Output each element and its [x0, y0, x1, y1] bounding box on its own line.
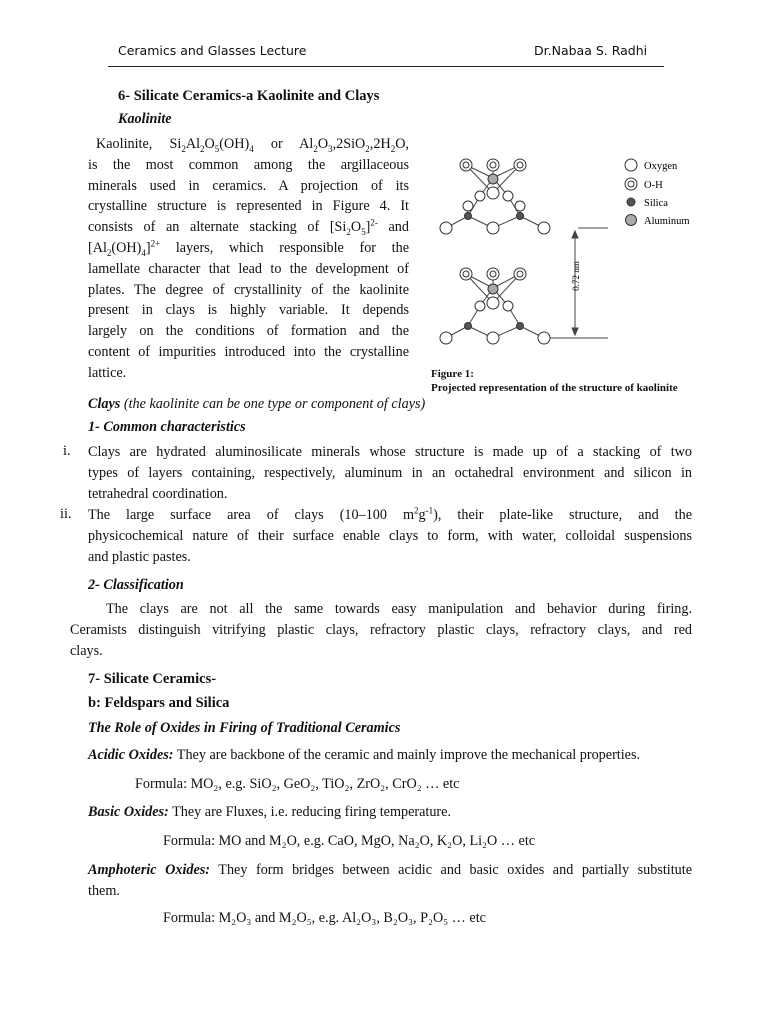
amphoteric-oxides: Amphoteric Oxides: They form bridges between acidic and basic oxides and partially substitute them. — [88, 862, 692, 899]
kaolinite-paragraph: Kaolinite, $Si_2Al_2O_5(OH)_4$ or $Al_2O_3,2SiO_2,2H_2O$, is the most common among the argillaceous minerals used in ceramics. A projection of its crystalline structure is represented in Figure 4. It consists of an alternate stacking of $[Si_2O_5]^{2-}$ and $[Al_2(OH)_4]^{2+}$ layers, which responsible for the lamellate character that lead to the development of plates. The degree of crystallinity of the kaolinite present in clays is highly variable. It depends largely on the conditions of formation and the content of impurities introduced into the crystalline lattice. — [88, 136, 409, 381]
header-rule — [108, 66, 664, 67]
list-item-1-number: i. — [63, 443, 71, 459]
classification-title: 2- Classification — [88, 577, 184, 593]
list-item-1: Clays are hydrated aluminosilicate minerals whose structure is made up of a stacking of two types of layers containing, respectively, aluminum in an octahedral environment and silicon in tetrahedral coordination. — [88, 444, 692, 502]
basic-oxides: Basic Oxides: They are Fluxes, i.e. reducing firing temperature. — [88, 804, 452, 820]
legend-silica-icon — [627, 198, 635, 206]
legend-aluminum: Aluminum — [644, 216, 690, 227]
kaolinite-subtitle: Kaolinite — [118, 111, 172, 127]
acidic-formula: Formula: MO₂, e.g. SiO₂, GeO₂, TiO₂, ZrO₂, CrO₂ … etc — [135, 776, 460, 792]
amphoteric-formula: Formula: M₂O₃ and M₂O₅, e.g. Al₂O₃, B₂O₃, P₂O₅ … etc — [163, 910, 486, 926]
legend-oxygen: Oxygen — [644, 161, 678, 172]
figure-caption-label: Figure 1: — [431, 368, 474, 380]
dimension-label: 0.72 nm — [571, 261, 581, 291]
basic-formula: Formula: MO and M₂O, e.g. CaO, MgO, Na₂O, K₂O, Li₂O … etc — [163, 833, 536, 849]
header-author: Dr.Nabaa S. Radhi — [534, 43, 648, 58]
acidic-oxides: Acidic Oxides: They are backbone of the ceramic and mainly improve the mechanical properties. — [88, 747, 641, 763]
common-characteristics-title: 1- Common characteristics — [88, 419, 246, 435]
section-7-subtitle: b: Feldspars and Silica — [88, 695, 230, 711]
list-item-2-number: ii. — [60, 506, 72, 522]
role-of-oxides-title: The Role of Oxides in Firing of Traditional Ceramics — [88, 720, 401, 736]
kaolinite-structure-figure — [430, 148, 730, 348]
classification-paragraph: The clays are not all the same towards easy manipulation and behavior during firing. Ceramists distinguish vitrifying plastic clays, refractory plastic clays, refractory clays, and red clays. — [70, 601, 692, 659]
clays-heading: Clays (the kaolinite can be one type or component of clays) — [88, 396, 426, 412]
section-6-title: 6- Silicate Ceramics-a Kaolinite and Clays — [118, 88, 380, 104]
legend-aluminum-icon — [626, 215, 637, 226]
figure-caption-text: Projected representation of the structure of kaolinite — [431, 382, 678, 394]
section-7-title: 7- Silicate Ceramics- — [88, 671, 217, 687]
legend-oxygen-icon — [625, 159, 637, 171]
list-item-2: The large surface area of clays (10–100 $m^2g^{-1}$), their plate-like structure, and the physicochemical nature of their surface enable clays to form, with water, colloidal suspensions and plastic pastes. — [88, 505, 692, 565]
legend-silica: Silica — [644, 198, 668, 209]
header-title: Ceramics and Glasses Lecture — [118, 43, 307, 58]
legend-oh: O-H — [644, 180, 663, 191]
